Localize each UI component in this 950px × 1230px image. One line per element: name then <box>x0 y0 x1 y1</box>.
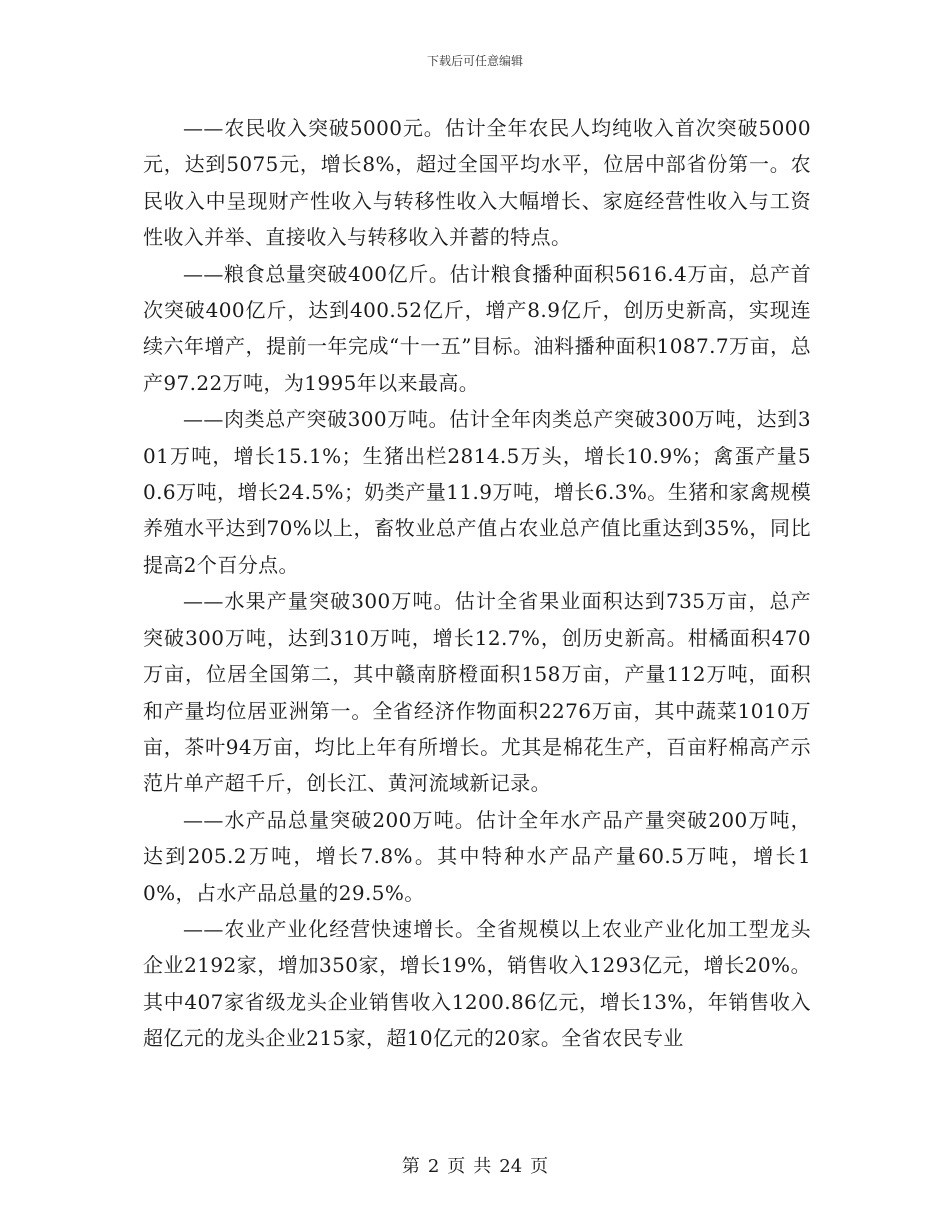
footer-label-total: 共 <box>473 1156 492 1177</box>
footer-label-page: 第 <box>401 1156 420 1177</box>
footer-current-page: 2 <box>427 1156 440 1177</box>
paragraph-meat-output: ——肉类总产突破300万吨。估计全年肉类总产突破300万吨，达到301万吨，增长15.1%；生猪出栏2814.5万头，增长10.9%；禽蛋产量50.6万吨，增长24.5%；奶类产量11.9万吨，增长6.3%。生猪和家禽规模养殖水平达到70%以上，畜牧业总产值占农业总产值比重达到35%，同比提高2个百分点。 <box>143 407 811 577</box>
paragraph-aquatic-output: ——水产品总量突破200万吨。估计全年水产品产量突破200万吨，达到205.2万吨，增长7.8%。其中特种水产品产量60.5万吨，增长10%，占水产品总量的29.5%。 <box>143 807 811 905</box>
document-body <box>143 110 811 1057</box>
paragraph-fruit-output: ——水果产量突破300万吨。估计全省果业面积达到735万亩，总产突破300万吨，达到310万吨，增长12.7%，创历史新高。柑橘面积470万亩，位居全国第二，其中赣南脐橙面积158万亩，产量112万吨，面积和产量均位居亚洲第一。全省经济作物面积2276万亩，其中蔬菜1010万亩，茶叶94万亩，均比上年有所增长。尤其是棉花生产，百亩籽棉高产示范片单产超千斤，创长江、黄河流域新记录。 <box>143 589 811 796</box>
footer-label-page-unit: 页 <box>447 1156 466 1177</box>
page-footer <box>0 1155 950 1179</box>
paragraph-grain-output: ——粮食总量突破400亿斤。估计粮食播种面积5616.4万亩，总产首次突破400亿斤，达到400.52亿斤，增产8.9亿斤，创历史新高，实现连续六年增产，提前一年完成“十一五”目标。油料播种面积1087.7万亩，总产97.22万吨，为1995年以来最高。 <box>143 261 811 395</box>
footer-total-pages: 24 <box>499 1156 523 1177</box>
page-header-note: 下载后可任意编辑 <box>426 54 523 68</box>
footer-label-total-unit: 页 <box>530 1156 549 1177</box>
paragraph-farmer-income: ——农民收入突破5000元。估计全年农民人均纯收入首次突破5000元，达到5075元，增长8%，超过全国平均水平，位居中部省份第一。农民收入中呈现财产性收入与转移性收入大幅增长、家庭经营性收入与工资性收入并举、直接收入与转移收入并蓄的特点。 <box>143 116 811 250</box>
paragraph-agri-industrialization: ——农业产业化经营快速增长。全省规模以上农业产业化加工型龙头企业2192家，增加350家，增长19%，销售收入1293亿元，增长20%。其中407家省级龙头企业销售收入1200.86亿元，增长13%，年销售收入超亿元的龙头企业215家，超10亿元的20家。全省农民专业 <box>143 916 811 1051</box>
